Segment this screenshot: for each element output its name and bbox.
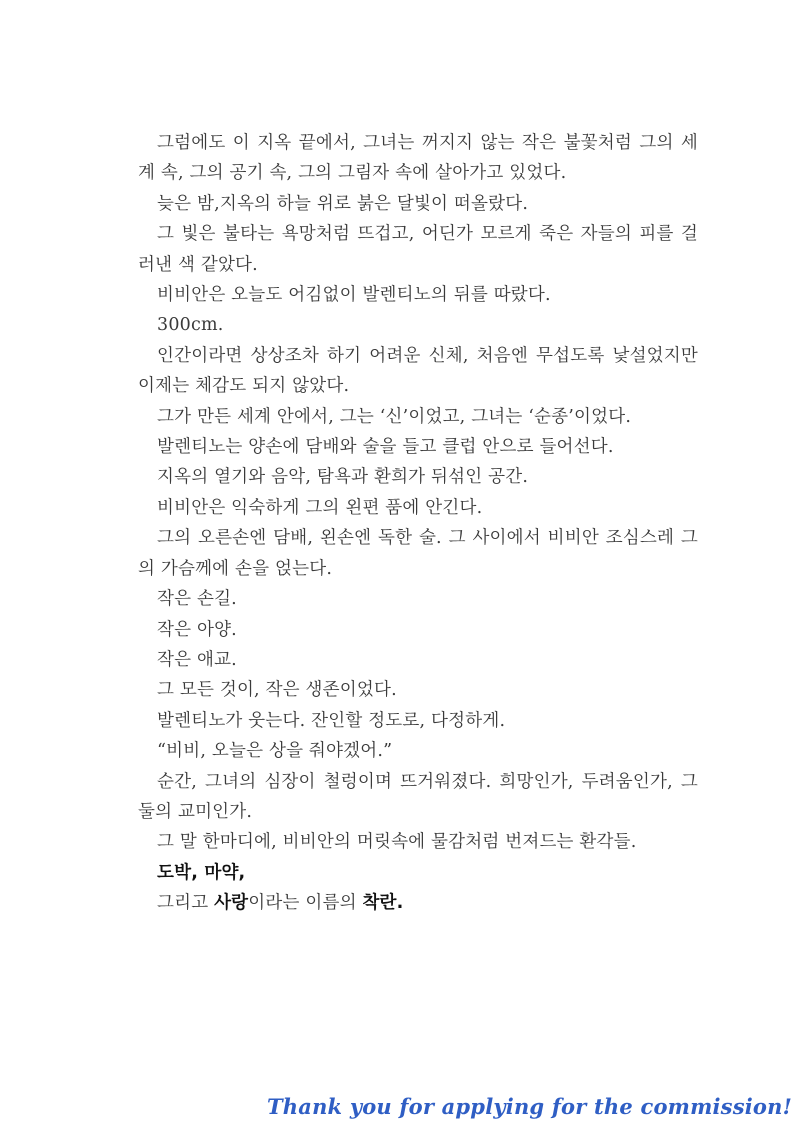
paragraph: 작은 애교. <box>157 649 237 670</box>
thank-you-footer: Thank you for applying for the commission! <box>266 1094 792 1119</box>
final-text-part: 그리고 <box>157 893 215 914</box>
story-body <box>138 128 698 919</box>
paragraph: 발렌티노가 웃는다. 잔인할 정도로, 다정하게. <box>157 710 506 731</box>
paragraph: 작은 아양. <box>157 619 237 640</box>
paragraph: “비비, 오늘은 상을 줘야겠어.” <box>157 741 393 762</box>
paragraph: 늦은 밤,지옥의 하늘 위로 붉은 달빛이 떠올랐다. <box>157 193 529 214</box>
paragraph: 그 모든 것이, 작은 생존이었다. <box>157 680 397 701</box>
paragraph: 그 말 한마디에, 비비안의 머릿속에 물감처럼 번져드는 환각들. <box>157 832 637 853</box>
bold-word-delusion: 착란. <box>362 893 404 914</box>
paragraph: 인간이라면 상상조차 하기 어려운 신체, 처음엔 무섭도록 낯설었지만 이제는 체감도 되지 않았다. <box>138 345 698 397</box>
paragraph: 비비안은 익숙하게 그의 왼편 품에 안긴다. <box>157 497 483 518</box>
paragraph: 그 빛은 불타는 욕망처럼 뜨겁고, 어딘가 모르게 죽은 자들의 피를 걸러낸 색 같았다. <box>138 224 698 275</box>
paragraph: 순간, 그녀의 심장이 철렁이며 뜨거워졌다. 희망인가, 두려움인가, 그 둘의 교미인가. <box>138 771 698 822</box>
final-paragraph <box>138 888 698 918</box>
paragraph: 300cm. <box>157 315 224 336</box>
paragraph: 그럼에도 이 지옥 끝에서, 그녀는 꺼지지 않는 작은 불꽃처럼 그의 세계 속, 그의 공기 속, 그의 그림자 속에 살아가고 있었다. <box>138 133 698 184</box>
paragraph: 비비안은 오늘도 어김없이 발렌티노의 뒤를 따랐다. <box>157 285 551 306</box>
paragraph: 그의 오른손엔 담배, 왼손엔 독한 술. 그 사이에서 비비안 조심스레 그의 가슴께에 손을 얹는다. <box>138 528 698 579</box>
bold-paragraph: 도박, 마약, <box>157 862 246 883</box>
paragraph: 발렌티노는 양손에 담배와 술을 들고 클럽 안으로 들어선다. <box>157 437 614 458</box>
paragraph: 작은 손길. <box>157 589 237 610</box>
final-text-part: 이라는 이름의 <box>248 893 363 914</box>
paragraph: 지옥의 열기와 음악, 탐욕과 환희가 뒤섞인 공간. <box>157 467 529 488</box>
paragraph: 그가 만든 세계 안에서, 그는 ‘신’이었고, 그녀는 ‘순종’이었다. <box>157 406 632 427</box>
bold-word-love: 사랑 <box>214 893 249 914</box>
